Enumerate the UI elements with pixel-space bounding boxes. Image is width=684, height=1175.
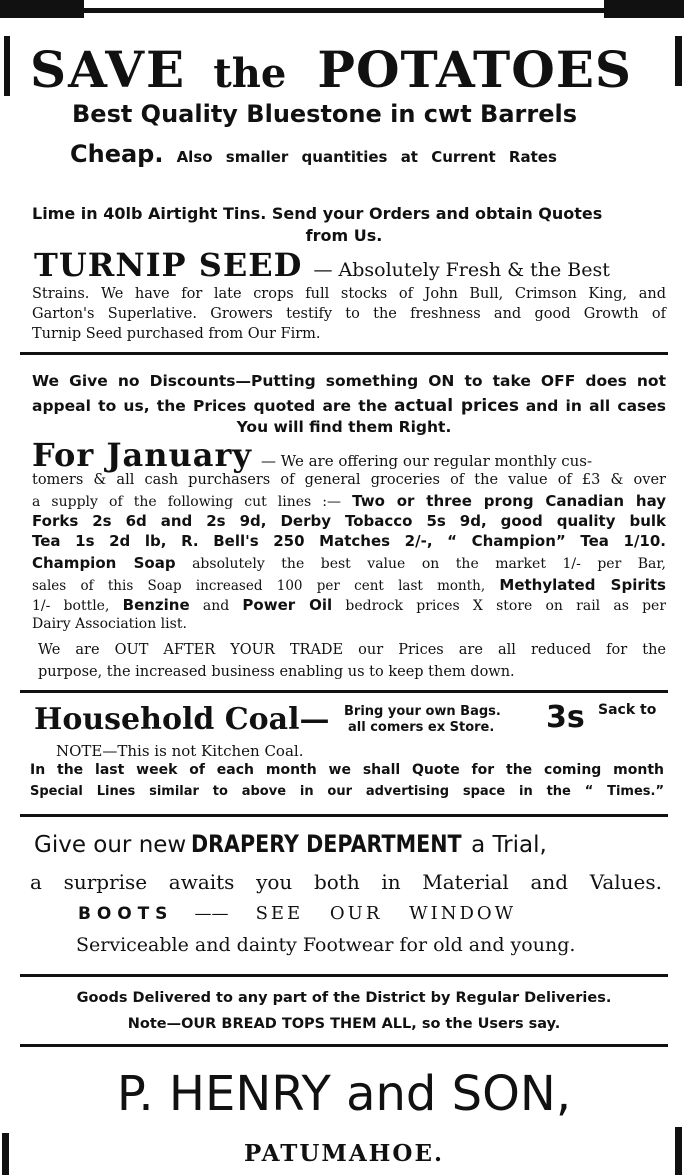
- january-line-8: Dairy Association list.: [32, 616, 187, 632]
- coal-line-1: In the last week of each month we shall Quote for the coming month: [30, 762, 664, 778]
- coal-price: 3s: [546, 700, 585, 735]
- drapery-line-4: Serviceable and dainty Footwear for old and young.: [76, 934, 576, 956]
- divider-1: [20, 352, 668, 355]
- drapery-line-3: [78, 903, 664, 924]
- delivery-line-2: Note—OUR BREAD TOPS THEM ALL, so the Users say.: [127, 1016, 561, 1032]
- power-oil: Power Oil: [242, 596, 333, 614]
- coal-sack: Sack to: [598, 702, 657, 718]
- divider-5: [20, 1044, 668, 1047]
- discounts-line-1: We Give no Discounts—Putting something ON to take OFF does not: [32, 372, 666, 390]
- turnip-body-1: Strains. We have for late crops full stocks of John Bull, Crimson King, and: [32, 286, 666, 302]
- coal-bring-1: Bring your own Bags.: [344, 704, 501, 719]
- divider-3: [20, 814, 668, 817]
- discounts-line-3: You will find them Right.: [236, 418, 452, 436]
- january-line-4: Tea 1s 2d lb, R. Bell's 250 Matches 2/-, “ Champion” Tea 1/10.: [32, 532, 666, 550]
- drapery-trial: a Trial,: [471, 832, 547, 858]
- january-line-7e: bedrock prices X store on rail as per: [345, 598, 667, 614]
- coal-note: NOTE—This is not Kitchen Coal.: [56, 742, 304, 760]
- drapery-department: DRAPERY DEPARTMENT: [191, 830, 462, 858]
- divider-2: [20, 690, 668, 693]
- border-side-left: [4, 36, 10, 96]
- drapery-line-2: a surprise awaits you both in Material and Values.: [30, 870, 662, 894]
- january-line-3: Forks 2s 6d and 2s 9d, Derby Tobacco 5s 9d, good quality bulk: [32, 512, 666, 530]
- turnip-body-2: Garton's Superlative. Growers testify to the freshness and good Growth of: [32, 306, 666, 322]
- discounts-line-2c: and in all cases: [525, 397, 667, 415]
- see-our-window: SEE OUR WINDOW: [255, 903, 517, 924]
- turnip-heading-tail: — Absolutely Fresh & the Best: [313, 259, 610, 281]
- january-line-5: [32, 554, 666, 572]
- january-heading-line: [32, 436, 664, 474]
- benzine: Benzine: [122, 596, 190, 614]
- january-line-7: [32, 596, 666, 614]
- january-line-10: purpose, the increased business enabling us to keep them down.: [38, 664, 515, 680]
- drapery-line-1: [34, 830, 664, 858]
- drapery-give: Give our new: [34, 832, 187, 858]
- smaller-quantities: Also smaller quantities at Current Rates: [176, 148, 557, 166]
- delivery-line-1: Goods Delivered to any part of the District by Regular Deliveries.: [76, 990, 612, 1006]
- january-line-2a: a supply of the following cut lines :—: [32, 494, 342, 510]
- coal-bring-2: all comers ex Store.: [348, 720, 495, 735]
- discounts-line-2: [32, 396, 666, 416]
- headline-save: SAVE: [30, 40, 187, 99]
- january-line-5b: absolutely the best value on the market 1/- per Bar,: [192, 556, 667, 572]
- turnip-heading: TURNIP SEED: [34, 246, 303, 284]
- discounts-line-2a: appeal to us, the Prices quoted are the: [32, 397, 388, 415]
- bluestone-line: Best Quality Bluestone in cwt Barrels: [72, 100, 577, 128]
- boots-label: B O O T S: [78, 904, 168, 924]
- january-line-9: We are OUT AFTER YOUR TRADE our Prices are all reduced for the: [38, 642, 666, 658]
- actual-prices: actual prices: [394, 396, 519, 416]
- january-line-6a: sales of this Soap increased 100 per cent last month,: [32, 578, 486, 594]
- turnip-body-3: Turnip Seed purchased from Our Firm.: [32, 326, 321, 342]
- january-line-2: [32, 492, 666, 510]
- border-side-left-bottom: [2, 1133, 9, 1175]
- headline: [30, 40, 664, 100]
- january-heading: For January: [32, 436, 252, 474]
- turnip-heading-line: [34, 246, 664, 284]
- methylated-spirits: Methylated Spirits: [499, 576, 666, 594]
- firm-name: P. HENRY and SON,: [116, 1066, 572, 1122]
- divider-4: [20, 974, 668, 977]
- january-line-6: [32, 576, 666, 594]
- boots-dash: ——: [194, 904, 229, 924]
- firm-place: PATUMAHOE.: [244, 1140, 444, 1167]
- border-side-right: [675, 36, 682, 86]
- lime-line-1: Lime in 40lb Airtight Tins. Send your Orders and obtain Quotes: [32, 204, 603, 223]
- border-top: [10, 8, 674, 13]
- cheap-line: [70, 140, 664, 168]
- cheap-label: Cheap.: [70, 140, 164, 168]
- border-side-right-bottom: [675, 1127, 682, 1175]
- january-heading-tail: — We are offering our regular monthly cus-: [261, 452, 593, 470]
- coal-heading: Household Coal—: [34, 702, 330, 737]
- lime-line-2: from Us.: [305, 226, 383, 245]
- coal-line-2: Special Lines similar to above in our advertising space in the “ Times.”: [30, 784, 664, 799]
- january-line-7a: 1/- bottle,: [32, 598, 110, 614]
- january-line-2b: Two or three prong Canadian hay: [352, 492, 667, 510]
- january-line-7c: and: [202, 598, 230, 614]
- january-line-1: tomers & all cash purchasers of general groceries of the value of £3 & over: [32, 472, 666, 488]
- headline-potatoes: POTATOES: [317, 40, 633, 99]
- headline-the: the: [213, 50, 287, 97]
- champion-soap: Champion Soap: [32, 554, 176, 572]
